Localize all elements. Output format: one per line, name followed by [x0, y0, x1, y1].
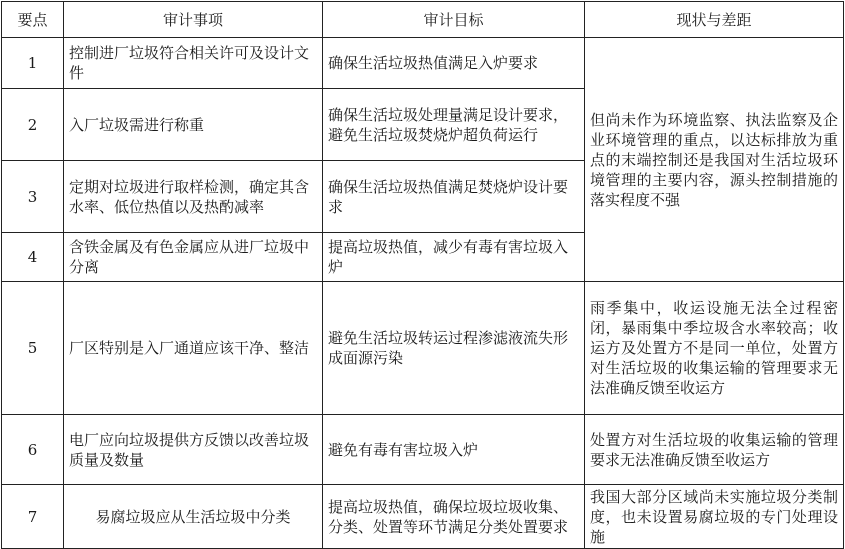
audit-goal-cell: 确保生活垃圾热值满足焚烧炉设计要求	[323, 161, 585, 233]
status-gap-merged-cell: 但尚未作为环境监察、执法监察及企业环境管理的重点，以达标排放为重点的末端控制还是我国对生活垃圾环境管理的主要内容，源头控制措施的落实程度不强	[585, 38, 844, 282]
audit-item-cell: 入厂垃圾需进行称重	[64, 89, 323, 161]
audit-goal-cell: 避免有毒有害垃圾入炉	[323, 415, 585, 485]
audit-goal-cell: 提高垃圾热值，减少有毒有害垃圾入炉	[323, 233, 585, 282]
row-number: 6	[2, 415, 64, 485]
audit-goal-cell: 提高垃圾热值，确保垃圾垃圾收集、分类、处置等环节满足分类处置要求	[323, 485, 585, 549]
audit-goal-cell: 避免生活垃圾转运过程渗滤液流失形成面源污染	[323, 282, 585, 415]
table-row	[2, 415, 844, 485]
audit-goal-cell: 确保生活垃圾处理量满足设计要求，避免生活垃圾焚烧炉超负荷运行	[323, 89, 585, 161]
row-number: 1	[2, 38, 64, 89]
status-gap-cell: 我国大部分区域尚未实施垃圾分类制度，也未设置易腐垃圾的专门处理设施	[585, 485, 844, 549]
audit-item-cell: 电厂应向垃圾提供方反馈以改善垃圾质量及数量	[64, 415, 323, 485]
table-row	[2, 38, 844, 89]
table-row	[2, 485, 844, 549]
table-row	[2, 282, 844, 415]
header-audit-goal: 审计目标	[323, 2, 585, 38]
audit-item-cell: 控制进厂垃圾符合相关许可及设计文件	[64, 38, 323, 89]
header-key-point: 要点	[2, 2, 64, 38]
status-gap-cell: 处置方对生活垃圾的收集运输的管理要求无法准确反馈至收运方	[585, 415, 844, 485]
row-number: 4	[2, 233, 64, 282]
audit-table	[1, 1, 844, 549]
row-number: 7	[2, 485, 64, 549]
row-number: 3	[2, 161, 64, 233]
audit-item-cell: 厂区特别是入厂通道应该干净、整洁	[64, 282, 323, 415]
audit-goal-cell: 确保生活垃圾热值满足入炉要求	[323, 38, 585, 89]
row-number: 5	[2, 282, 64, 415]
status-gap-cell: 雨季集中，收运设施无法全过程密闭，暴雨集中季垃圾含水率较高；收运方及处置方不是同一单位，处置方对生活垃圾的收集运输的管理要求无法准确反馈至收运方	[585, 282, 844, 415]
header-status-gap: 现状与差距	[585, 2, 844, 38]
audit-item-cell: 易腐垃圾应从生活垃圾中分类	[64, 485, 323, 549]
header-row	[2, 2, 844, 38]
row-number: 2	[2, 89, 64, 161]
audit-item-cell: 含铁金属及有色金属应从进厂垃圾中分离	[64, 233, 323, 282]
audit-item-cell: 定期对垃圾进行取样检测，确定其含水率、低位热值以及热酌减率	[64, 161, 323, 233]
header-audit-item: 审计事项	[64, 2, 323, 38]
